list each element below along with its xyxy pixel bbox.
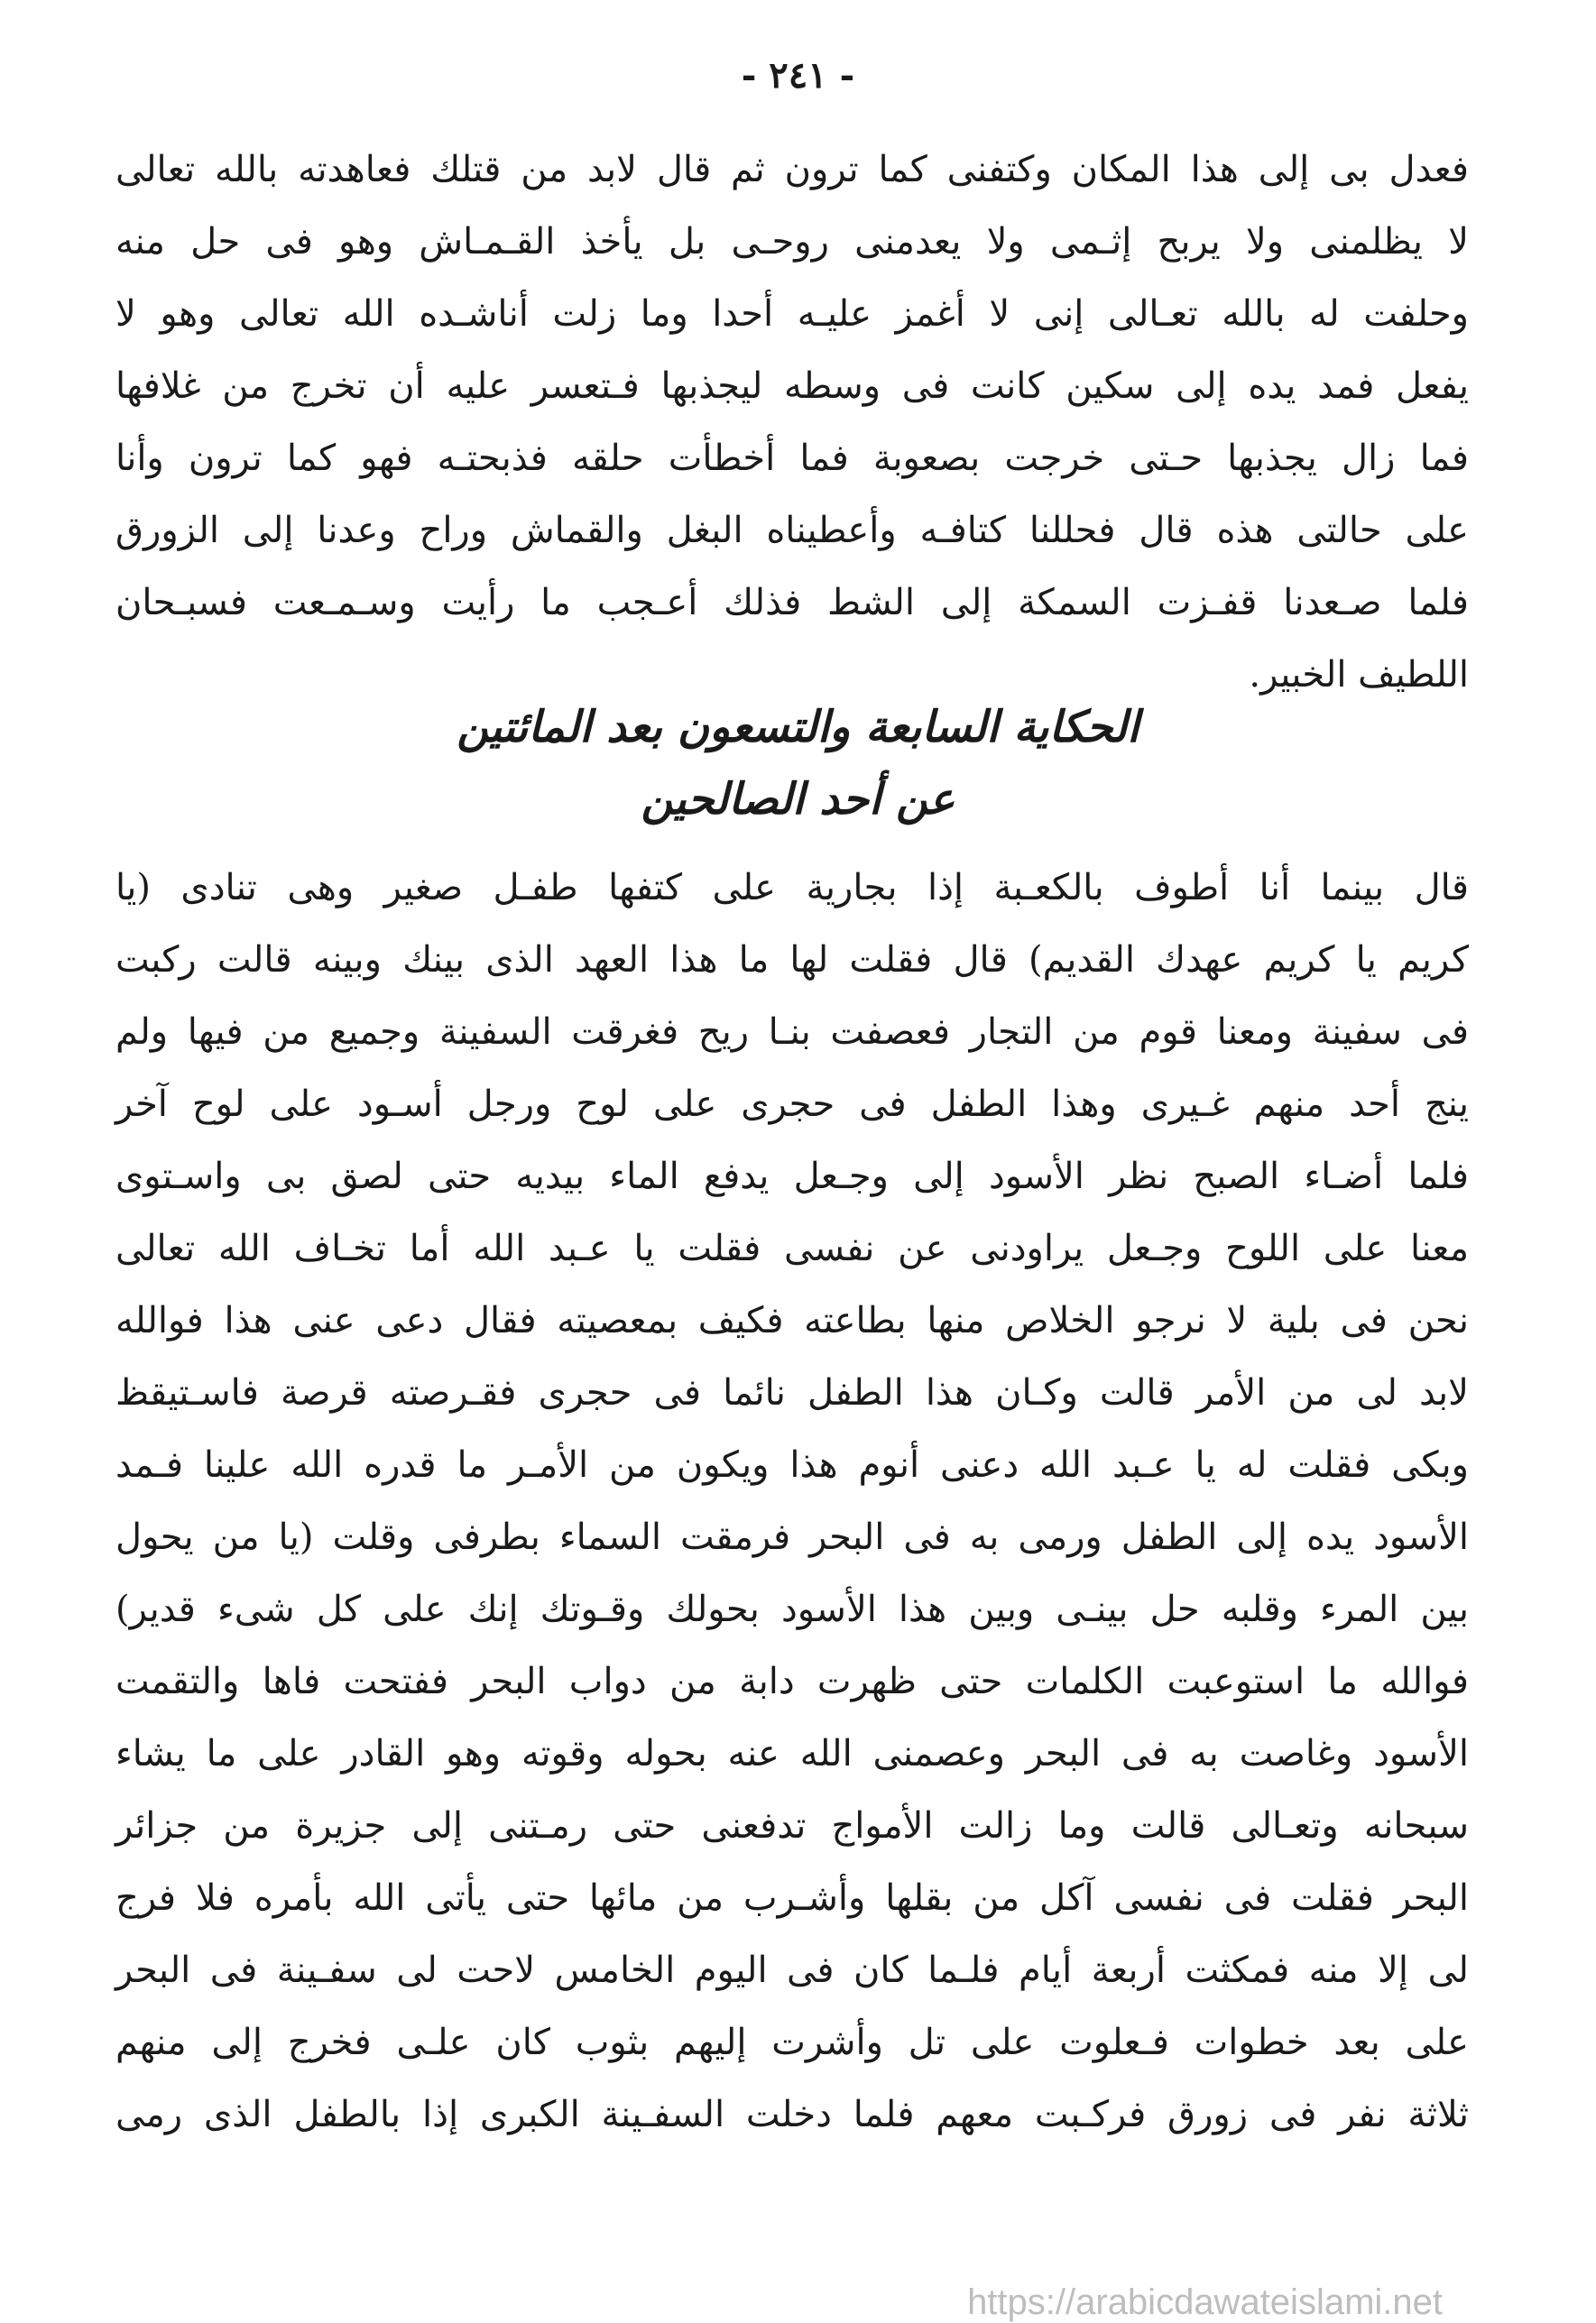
text-line: بين المرء وقلبه حل بينـى وبين هذا الأسود بحولك وقـوتك إنك على كل شىء قدير) — [115, 1589, 1469, 1630]
text-line: فلما أضـاء الصبح نظر الأسود إلى وجـعل يدفع الماء بيديه حتى لصق بى واسـتوى — [115, 1156, 1469, 1197]
text-line: اللطيف الخبير. — [1249, 654, 1469, 696]
text-line: لابد لى من الأمر قالت وكـان هذا الطفل نائما فى حجرى فقـرصته قرصة فاسـتيقظ — [115, 1372, 1469, 1414]
text-line: البحر فقلت فى نفسى آكل من بقلها وأشـرب من مائها حتى يأتى الله بأمره فلا فرج — [115, 1877, 1469, 1919]
story-title: الحكاية السابعة والتسعون بعد المائتين — [457, 702, 1139, 752]
text-line: نحن فى بلية لا نرجو الخلاص منها بطاعته فكيف بمعصيته فقال دعى عنى هذا فوالله — [115, 1300, 1469, 1341]
text-line: ينج أحد منهم غـيرى وهذا الطفل فى حجرى على لوح ورجل أسـود على لوح آخر — [115, 1083, 1469, 1125]
text-line: معنا على اللوح وجـعل يراودنى عن نفسى فقلت يا عـبد الله أما تخـاف الله تعالى — [115, 1228, 1469, 1269]
text-line: لى إلا منه فمكثت أربعة أيام فلـما كان فى اليوم الخامس لاحت لى سفـينة فى البحر — [115, 1950, 1469, 1991]
text-line: فوالله ما استوعبت الكلمات حتى ظهرت دابة من دواب البحر ففتحت فاها والتقمت — [115, 1661, 1469, 1702]
text-line: كريم يا كريم عهدك القديم) قال فقلت لها ما هذا العهد الذى بينك وبينه قالت ركبت — [115, 939, 1469, 981]
text-line: فعدل بى إلى هذا المكان وكتفنى كما ترون ثم قال لابد من قتلك فعاهدته بالله تعالى — [115, 149, 1469, 190]
text-line: قال بينما أنا أطوف بالكعـبة إذا بجارية على كتفها طفـل صغير وهى تنادى (يا — [115, 867, 1469, 908]
text-line: الأسود وغاصت به فى البحر وعصمنى الله عنه بحوله وقوته وهو القادر على ما يشاء — [115, 1733, 1469, 1775]
text-line: يفعل فمد يده إلى سكين كانت فى وسطه ليجذبها فـتعسر عليه أن تخرج من غلافها — [115, 365, 1469, 407]
page-number: - ٢٤١ - — [741, 54, 855, 97]
text-line: فلما صـعدنا قفـزت السمكة إلى الشط فذلك أعـجب ما رأيت وسـمـعت فسبـحان — [115, 582, 1469, 623]
text-line: على حالتى هذه قال فحللنا كتافـه وأعطيناه البغل والقماش وراح وعدنا إلى الزورق — [115, 510, 1469, 551]
text-line: الأسود يده إلى الطفل ورمى به فى البحر فرمقت السماء بطرفى وقلت (يا من يحول — [115, 1516, 1469, 1558]
text-line: وحلفت له بالله تعـالى إنى لا أغمز عليـه أحدا وما زلت أناشـده الله تعالى وهو لا — [115, 293, 1469, 335]
text-line: فما زال يجذبها حـتى خرجت بصعوبة فما أخطأت حلقه فذبحتـه فهو كما ترون وأنا — [115, 438, 1469, 479]
text-line: على بعد خطوات فـعلوت على تل وأشرت إليهم بثوب كان علـى فخرج إلى منهم — [115, 2022, 1469, 2063]
story-body-paragraph — [115, 852, 1469, 2151]
text-line: لا يظلمنى ولا يربح إثـمى ولا يعدمنى روحـى بل يأخذ القـمـاش وهو فى حل منه — [115, 221, 1469, 263]
text-line: وبكى فقلت له يا عـبد الله دعنى أنوم هذا ويكون من الأمـر ما قدره الله علينا فـمد — [115, 1444, 1469, 1486]
story-end-paragraph — [115, 134, 1469, 711]
text-line: ثلاثة نفر فى زورق فركـبت معهم فلما دخلت السفـينة الكبرى إذا بالطفل الذى رمى — [115, 2094, 1469, 2135]
watermark-url: https://arabicdawateislami.net — [967, 2282, 1443, 2322]
text-line: سبحانه وتعـالى قالت وما زالت الأمواج تدفعنى حتى رمـتنى إلى جزيرة من جزائر — [115, 1805, 1469, 1847]
text-line: فى سفينة ومعنا قوم من التجار فعصفت بنـا ريح فغرقت السفينة وجميع من فيها ولم — [115, 1011, 1469, 1053]
story-subtitle: عن أحد الصالحين — [641, 774, 955, 825]
